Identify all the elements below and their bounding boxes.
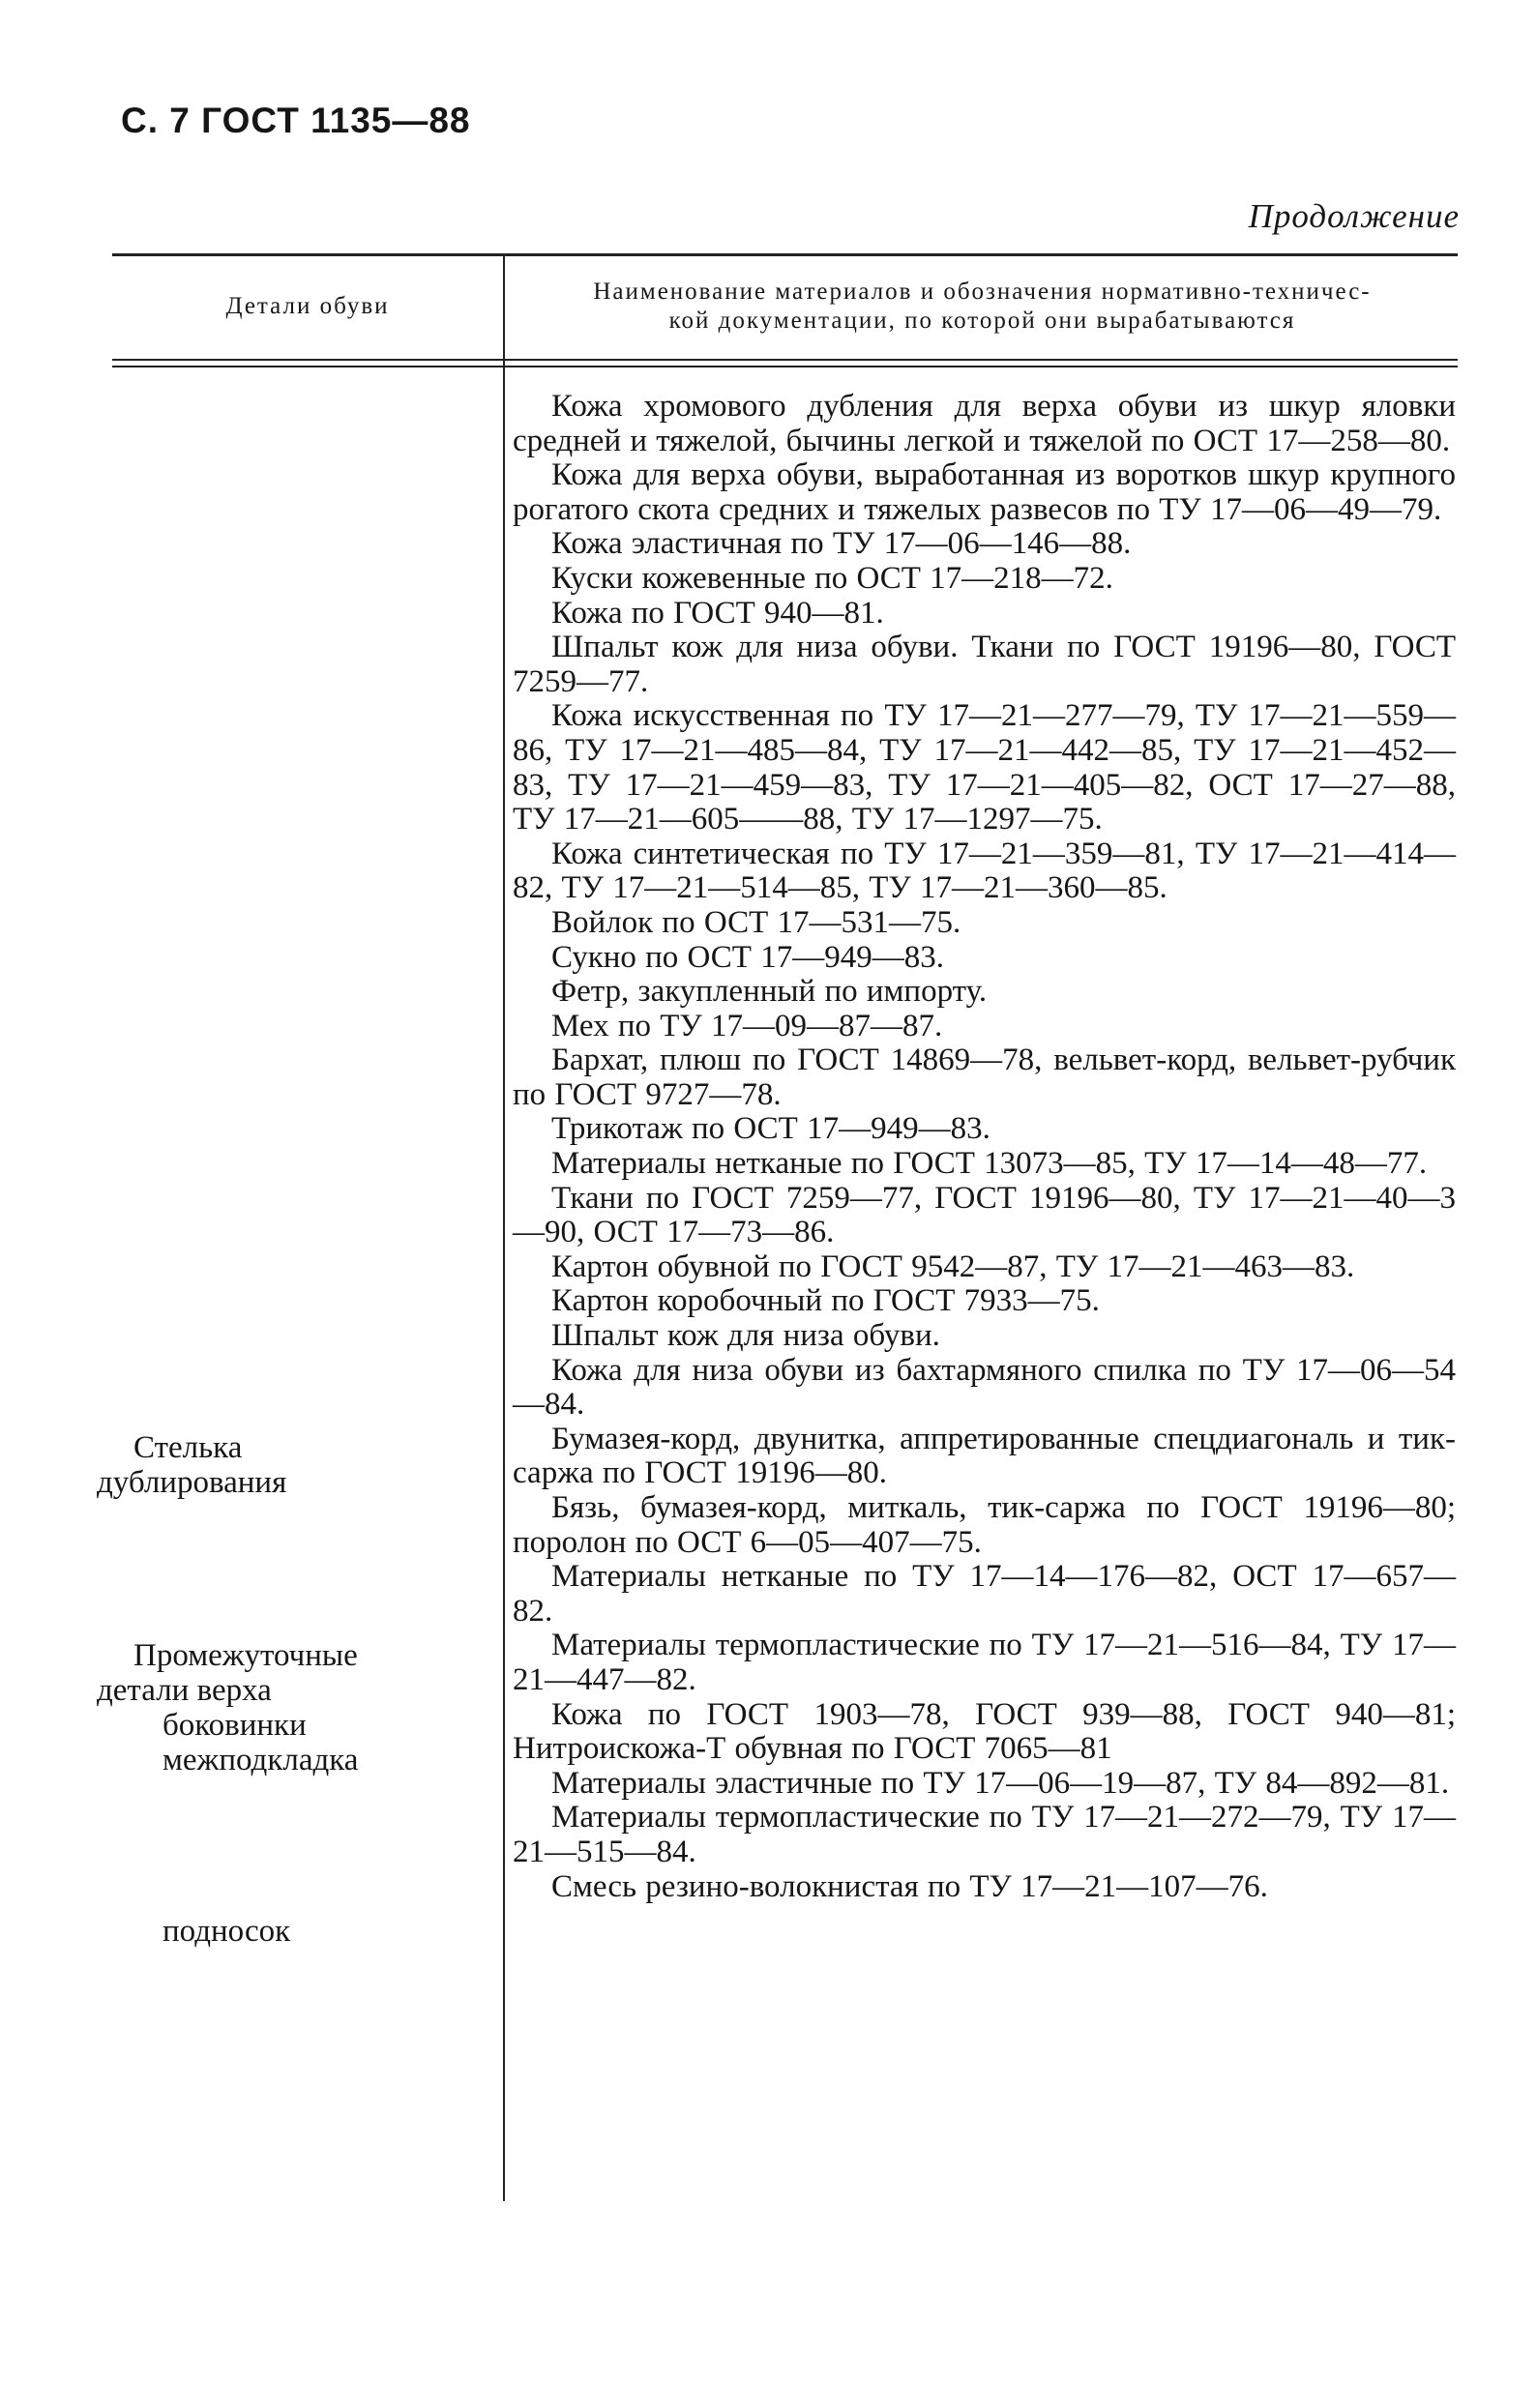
material-item: Бязь, бумазея-корд, миткаль, тик-саржа по ГОСТ 19196—80; поролон по ОСТ 6—05—407—75.	[513, 1490, 1456, 1560]
material-item: Фетр, закупленный по импорту.	[551, 974, 988, 1010]
column-divider	[503, 255, 505, 2201]
material-item: Кожа по ГОСТ 1903—78, ГОСТ 939—88, ГОСТ 940—81; Нитроискожа-Т обувная по ГОСТ 7065—81	[513, 1696, 1456, 1767]
material-item: Кожа для низа обуви из бахтармяного спилка по ТУ 17—06—54—84.	[513, 1352, 1456, 1423]
material-item: Смесь резино-волокнистая по ТУ 17—21—107—76.	[551, 1868, 1268, 1904]
material-item: Кожа по ГОСТ 940—81.	[551, 595, 884, 631]
material-item: Кожа эластичная по ТУ 17—06—146—88.	[551, 526, 1132, 562]
column-header-parts: Детали обуви	[225, 293, 390, 319]
material-item: Войлок по ОСТ 17—531—75.	[551, 904, 961, 940]
material-item: Материалы термопластические по ТУ 17—21—516—84, ТУ 17—21—447—82.	[513, 1628, 1456, 1697]
material-item: Материалы нетканые по ГОСТ 13073—85, ТУ 17—14—48—77.	[551, 1146, 1428, 1182]
materials-list	[513, 390, 1456, 1904]
material-item: Материалы эластичные по ТУ 17—06—19—87, ТУ 84—892—81.	[551, 1765, 1450, 1801]
material-item: Картон коробочный по ГОСТ 7933—75.	[551, 1283, 1100, 1319]
part-intermediate: Промежуточные	[133, 1638, 358, 1673]
page-header: С. 7 ГОСТ 1135—88	[121, 101, 471, 140]
material-item: Куски кожевенные по ОСТ 17—218—72.	[551, 560, 1113, 596]
material-item: Бархат, плюш по ГОСТ 14869—78, вельвет-корд, вельвет-рубчик по ГОСТ 9727—78.	[513, 1042, 1456, 1112]
part-insole-duplication: дублирования	[97, 1465, 287, 1500]
column-header-materials	[507, 278, 1458, 336]
table-top-rule	[112, 253, 1458, 256]
part-upper-details: детали верха	[97, 1673, 272, 1708]
material-item: Мех по ТУ 17—09—87—87.	[551, 1008, 943, 1043]
header-bottom-rule-2	[112, 366, 1458, 367]
material-item: Кожа для верха обуви, выработанная из воротков шкур крупного рогатого скота средних и тяжелых развесов по ТУ 17—06—49—79.	[513, 457, 1456, 527]
continuation-label: Продолжение	[1248, 197, 1460, 235]
material-item: Кожа хромового дубления для верха обуви из шкур яловки средней и тяжелой, бычины легкой и тяжелой по ОСТ 17—258—80.	[513, 389, 1456, 458]
material-item: Ткани по ГОСТ 7259—77, ГОСТ 19196—80, ТУ 17—21—40—3—90, ОСТ 17—73—86.	[513, 1180, 1456, 1250]
part-toe-puff: подносок	[163, 1914, 291, 1949]
material-item: Кожа синтетическая по ТУ 17—21—359—81, ТУ 17—21—414—82, ТУ 17—21—514—85, ТУ 17—21—360—85.	[513, 836, 1456, 906]
material-item: Трикотаж по ОСТ 17—949—83.	[551, 1111, 990, 1147]
part-insole: Стелька	[133, 1430, 243, 1465]
part-sides: боковинки	[163, 1708, 307, 1743]
column-header-materials-line-1: Наименование материалов и обозначения нормативно-техничес-	[593, 279, 1372, 305]
material-item: Шпальт кож для низа обуви. Ткани по ГОСТ 19196—80, ГОСТ 7259—77.	[513, 630, 1456, 699]
material-item: Бумазея-корд, двунитка, аппретированные спецдиагональ и тик-саржа по ГОСТ 19196—80.	[513, 1421, 1456, 1491]
material-item: Кожа искусственная по ТУ 17—21—277—79, ТУ 17—21—559—86, ТУ 17—21—485—84, ТУ 17—21—442—85, ТУ 17—21—452—83, ТУ 17—21—459—83, ТУ 17—21—405—82, ОСТ 17—27—88, ТУ 17—21—605——88, ТУ 17—1297—75.	[513, 698, 1456, 837]
material-item: Материалы термопластические по ТУ 17—21—272—79, ТУ 17—21—515—84.	[513, 1800, 1456, 1869]
material-item: Картон обувной по ГОСТ 9542—87, ТУ 17—21—463—83.	[551, 1248, 1355, 1284]
column-header-materials-line-2: кой документации, по которой они вырабатываются	[668, 308, 1296, 334]
material-item: Сукно по ОСТ 17—949—83.	[551, 939, 944, 975]
header-bottom-rule	[112, 359, 1458, 361]
material-item: Материалы нетканые по ТУ 17—14—176—82, ОСТ 17—657—82.	[513, 1559, 1456, 1629]
part-interlining: межподкладка	[163, 1743, 359, 1777]
material-item: Шпальт кож для низа обуви.	[551, 1318, 940, 1354]
